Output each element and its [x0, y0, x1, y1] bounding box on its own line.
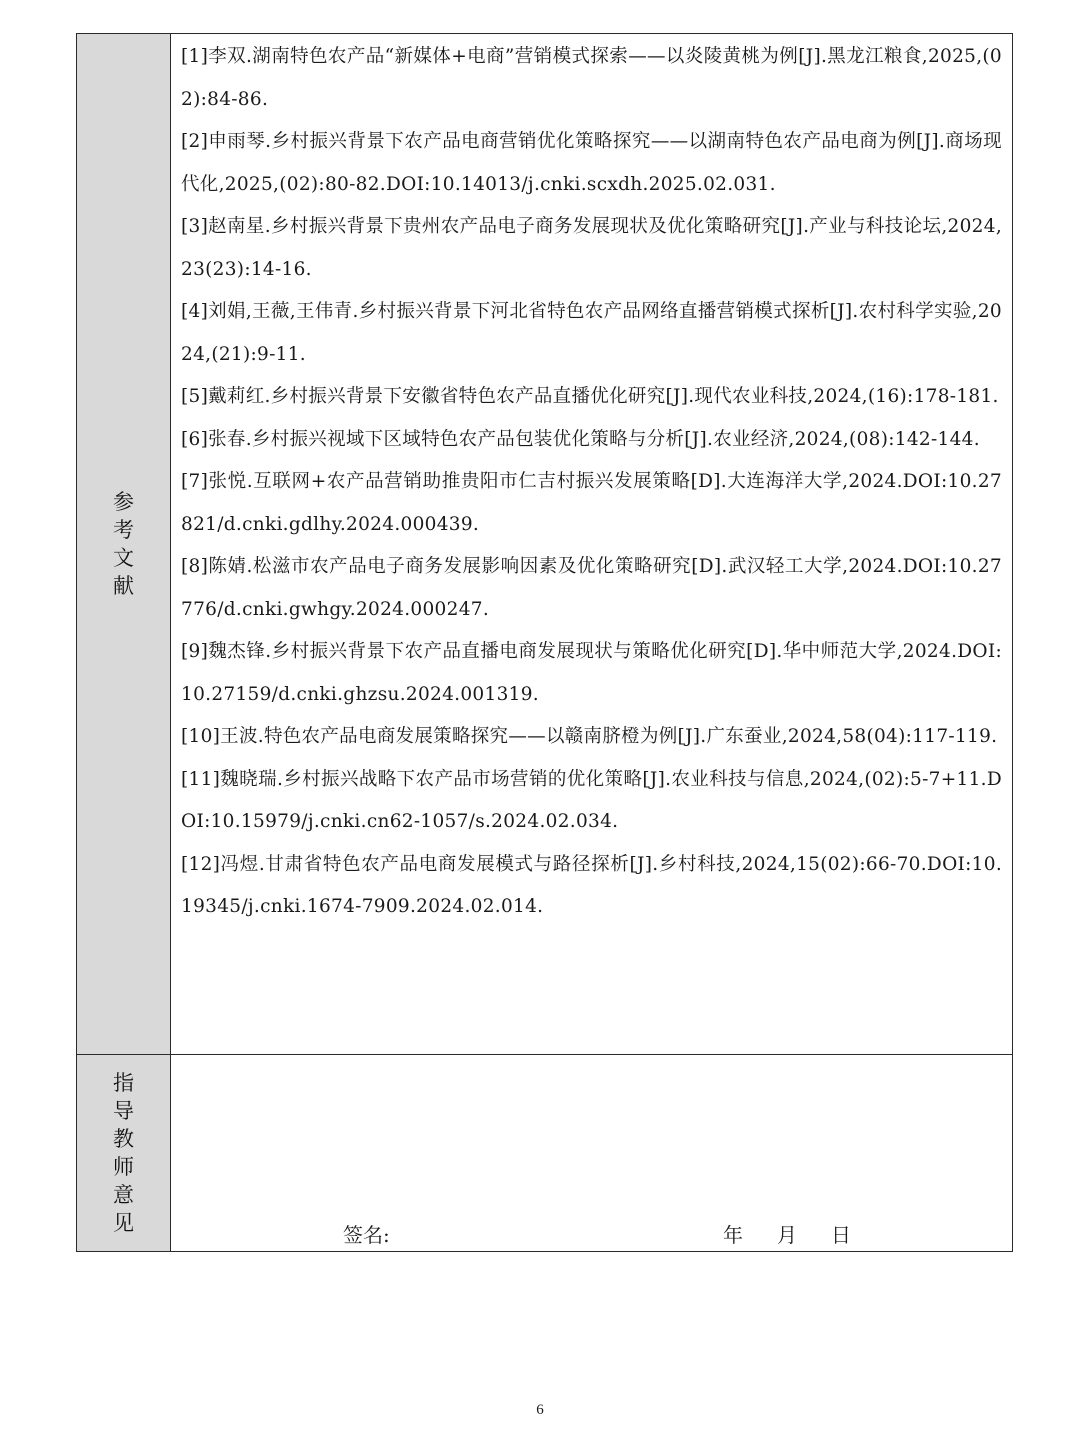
references-label: [113, 488, 134, 600]
date-spacer: [797, 1221, 831, 1249]
advisor-opinion-row: [77, 1055, 1013, 1252]
references-label-char: 参: [113, 490, 134, 514]
date-spacer: [743, 1221, 777, 1249]
advisor-label-char: 见: [113, 1211, 134, 1235]
advisor-label: [113, 1069, 134, 1237]
year-label: 年: [723, 1223, 743, 1247]
proposal-form-table: [76, 33, 1013, 1252]
reference-item: [12]冯煜.甘肃省特色农产品电商发展模式与路径探析[J].乡村科技,2024,15(02):66-70.DOI:10.19345/j.cnki.1674-7909.2024.02.014.: [181, 853, 1002, 917]
signature-label: 签名:: [343, 1223, 390, 1247]
references-content-cell: [171, 34, 1013, 1055]
references-label-char: 献: [113, 574, 134, 598]
reference-item: [9]魏杰锋.乡村振兴背景下农产品直播电商发展现状与策略优化研究[D].华中师范大学,2024.DOI:10.27159/d.cnki.ghzsu.2024.001319.: [181, 641, 1002, 705]
advisor-label-char: 意: [113, 1183, 134, 1207]
reference-item: [1]李双.湖南特色农产品“新媒体+电商”营销模式探索——以炎陵黄桃为例[J].黑龙江粮食,2025,(02):84-86.: [181, 46, 1002, 110]
advisor-label-char: 教: [113, 1127, 134, 1151]
advisor-label-char: 导: [113, 1099, 134, 1123]
reference-item: [11]魏晓瑞.乡村振兴战略下农产品市场营销的优化策略[J].农业科技与信息,2024,(02):5-7+11.DOI:10.15979/j.cnki.cn62-1057/s.2024.02.034.: [181, 768, 1002, 832]
month-label: 月: [777, 1223, 797, 1247]
day-label: 日: [831, 1223, 851, 1247]
references-label-char: 文: [113, 546, 134, 570]
reference-item: [4]刘娟,王薇,王伟青.乡村振兴背景下河北省特色农产品网络直播营销模式探析[J].农村科学实验,2024,(21):9-11.: [181, 301, 1002, 365]
page-number: 6: [536, 1402, 544, 1418]
date-line: [723, 1221, 851, 1249]
reference-item: [2]申雨琴.乡村振兴背景下农产品电商营销优化策略探究——以湖南特色农产品电商为例[J].商场现代化,2025,(02):80-82.DOI:10.14013/j.cnki.scxdh.2025.02.031.: [181, 131, 1002, 195]
references-row: [77, 34, 1013, 1055]
advisor-label-char: 师: [113, 1155, 134, 1179]
references-label-cell: [77, 34, 171, 1055]
reference-item: [8]陈婧.松滋市农产品电子商务发展影响因素及优化策略研究[D].武汉轻工大学,2024.DOI:10.27776/d.cnki.gwhgy.2024.000247.: [181, 556, 1002, 620]
advisor-label-char: 指: [113, 1071, 134, 1095]
reference-item: [10]王波.特色农产品电商发展策略探究——以赣南脐橙为例[J].广东蚕业,2024,58(04):117-119.: [181, 726, 998, 747]
reference-item: [3]赵南星.乡村振兴背景下贵州农产品电子商务发展现状及优化策略研究[J].产业与科技论坛,2024,23(23):14-16.: [181, 216, 1002, 280]
references-label-char: 考: [113, 518, 134, 542]
reference-item: [6]张春.乡村振兴视域下区域特色农产品包装优化策略与分析[J].农业经济,2024,(08):142-144.: [181, 428, 980, 450]
advisor-label-cell: [77, 1055, 171, 1252]
advisor-opinion-field[interactable]: [171, 1055, 1013, 1252]
reference-item: [5]戴莉红.乡村振兴背景下安徽省特色农产品直播优化研究[J].现代农业科技,2024,(16):178-181.: [181, 386, 999, 407]
reference-item: [7]张悦.互联网+农产品营销助推贵阳市仁吉村振兴发展策略[D].大连海洋大学,2024.DOI:10.27821/d.cnki.gdlhy.2024.000439.: [181, 471, 1002, 535]
